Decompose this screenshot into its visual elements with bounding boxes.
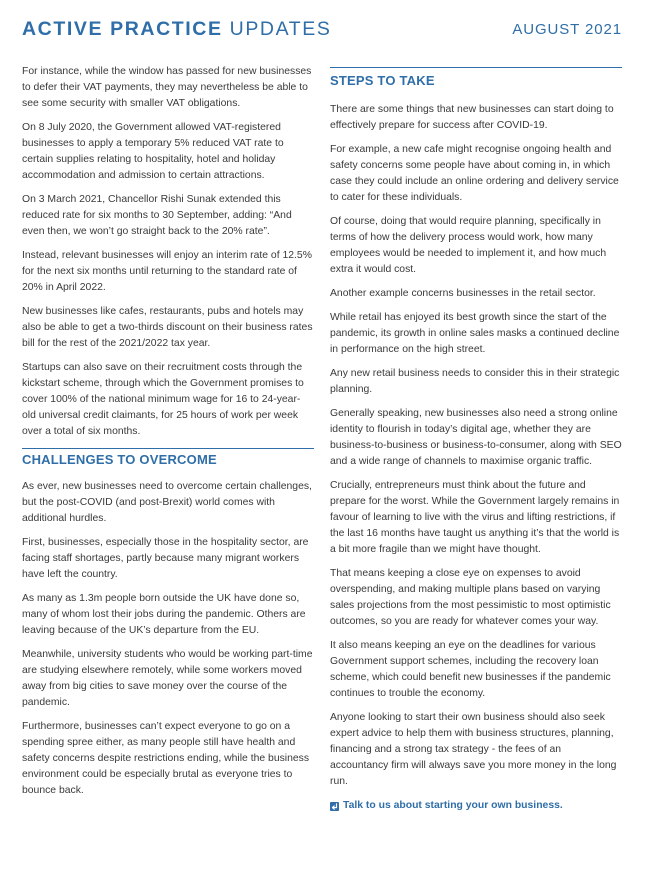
body-paragraph: For instance, while the window has passed for new businesses to defer their VAT payments, they may nevertheless be able to see some security with smaller VAT obligations. [22,66,312,109]
body-paragraph: Crucially, entrepreneurs must think about the future and prepare for the worst. While the Government largely remains in favour of learning to live with the virus and lifting restrictions, if the last 16 months have taught us anything it’s that the world is a bit more fragile than we might have thought. [330,480,620,555]
contact-cta-label[interactable]: Talk to us about starting your own business. [343,800,563,811]
issue-date: AUGUST 2021 [512,21,622,38]
newsletter-title-bold: ACTIVE PRACTICE [22,18,223,40]
body-paragraph: As many as 1.3m people born outside the UK have done so, many of whom lost their jobs during the pandemic. Others are leaving because of the UK’s departure from the EU. [22,593,306,636]
newsletter-title-light: UPDATES [229,18,332,40]
body-paragraph: Instead, relevant businesses will enjoy an interim rate of 12.5% for the next six months until returning to the standard rate of 20% in April 2022. [22,250,312,293]
body-paragraph: There are some things that new businesses can start doing to effectively prepare for success after COVID-19. [330,104,614,131]
body-paragraph: Furthermore, businesses can’t expect everyone to go on a spending spree either, as many people still have health and safety concerns despite restrictions ending, while the business environment could be especially brutal as everyone tries to bounce back. [22,721,310,796]
right-column [330,64,622,814]
body-paragraph: It also means keeping an eye on the deadlines for various Government support schemes, including the recovery loan scheme, which could benefit new businesses if the pandemic continues to trouble the economy. [330,640,611,699]
newsletter-title [22,18,332,41]
body-paragraph: Anyone looking to start their own business should also seek expert advice to help them with business structures, planning, financing and a strong tax strategy - the fees of an accountancy firm will always save you more money in the long run. [330,712,617,787]
body-paragraph: Startups can also save on their recruitment costs through the kickstart scheme, through which the Government promises to cover 100% of the national minimum wage for 16 to 24-year-old universal credit claimants, for 25 hours of work per week over a total of six months. [22,362,304,437]
page-header [22,18,622,44]
section-heading-steps: STEPS TO TAKE [330,67,622,90]
body-paragraph: While retail has enjoyed its best growth since the start of the pandemic, its growth in online sales masks a continued decline in performance on the high street. [330,312,620,355]
body-paragraph: That means keeping a close eye on expenses to avoid overspending, and making multiple plans based on varying sales projections from the most pessimistic to most optimistic outcomes, so you are ready for whatever comes your way. [330,568,611,627]
arrow-link-icon [330,802,339,811]
body-paragraph: Another example concerns businesses in the retail sector. [330,288,596,299]
body-paragraph: For example, a new cafe might recognise ongoing health and safety concerns some people have about coming in, in which case they could include an online ordering and delivery service to cater for these individuals. [330,144,619,203]
contact-cta-link[interactable] [330,798,622,814]
section-heading-challenges: CHALLENGES TO OVERCOME [22,448,314,469]
body-paragraph: Generally speaking, new businesses also need a strong online identity to flourish in today’s digital age, whether they are business-to-business or business-to-consumer, along with SEO and a wide range of channels to maximise organic traffic. [330,408,622,467]
body-paragraph: First, businesses, especially those in the hospitality sector, are facing staff shortages, partly because many migrant workers have left the country. [22,537,309,580]
body-paragraph: Meanwhile, university students who would be working part-time are studying elsewhere remotely, while some workers moved away from big cities to save money over the course of the pandemic. [22,649,313,708]
body-paragraph: Of course, doing that would require planning, specifically in terms of how the delivery process would work, how many employees would be needed to implement it, and how much extra it would cost. [330,216,607,275]
left-column [22,64,314,807]
body-paragraph: As ever, new businesses need to overcome certain challenges, but the post-COVID (and post-Brexit) world comes with additional hurdles. [22,481,312,524]
body-paragraph: On 8 July 2020, the Government allowed VAT-registered businesses to apply a temporary 5% reduced VAT rate to certain supplies relating to hospitality, hotel and holiday accommodation and admission to certain attractions. [22,122,284,181]
body-paragraph: New businesses like cafes, restaurants, pubs and hotels may also be able to get a two-thirds discount on their business rates bill for the rest of the 2021/2022 tax year. [22,306,313,349]
body-paragraph: Any new retail business needs to consider this in their strategic planning. [330,368,620,395]
body-paragraph: On 3 March 2021, Chancellor Rishi Sunak extended this reduced rate for six months to 30 September, adding: “And even then, we won’t go straight back to the 20% rate”. [22,194,292,237]
